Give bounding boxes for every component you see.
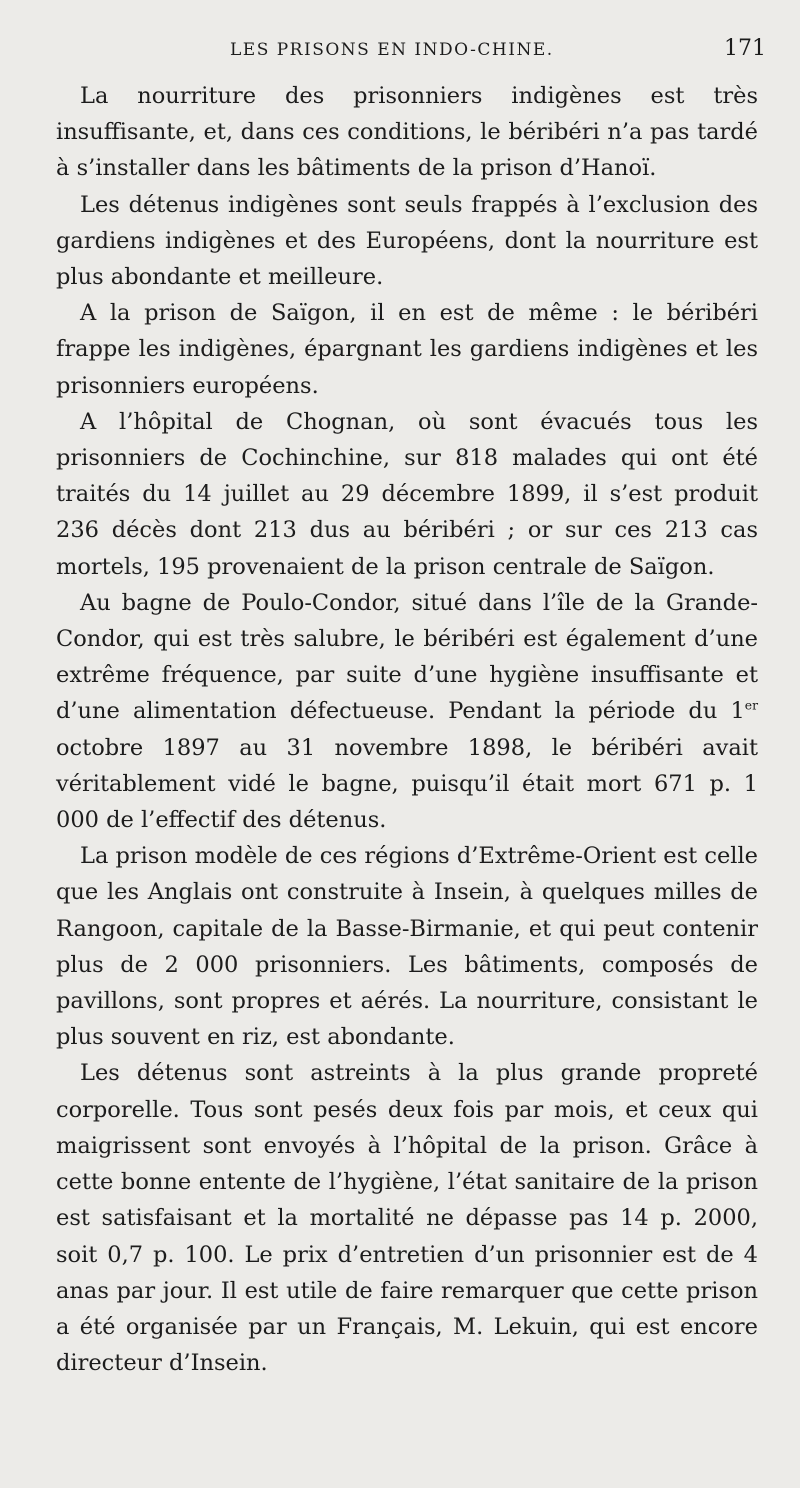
paragraph-poulo-condor-part-1: Au bagne de Poulo-Condor, situé dans l’île de la Grande-Condor, qui est très salubre, le béribéri est également d’une extrême fréquence, par suite d’une hygiène insuffisante et d’une alimentation défectueuse. Pendant la période du 1 xyxy=(56,589,758,725)
ordinal-superscript: er xyxy=(744,698,758,713)
paragraph-hanoi-detainees: Les détenus indigènes sont seuls frappés à l’exclusion des gardiens indigènes et des Européens, dont la nourriture est plus abondante et meilleure. xyxy=(56,191,758,291)
paragraph-poulo-condor-part-2: octobre 1897 au 31 novembre 1898, le béribéri avait véritablement vidé le bagne, puisqu’il était mort 671 p. 1 000 de l’effectif des détenus. xyxy=(56,734,758,834)
paragraph-insein-prison: La prison modèle de ces régions d’Extrême-Orient est celle que les Anglais ont construite à Insein, à quelques milles de Rangoon, capitale de la Basse-Birmanie, et qui peut contenir plus de 2 000 prisonniers. Les bâtiments, composés de pavillons, sont propres et aérés. La nourriture, consistant le plus souvent en riz, est abondante. xyxy=(56,843,758,1051)
page-number: 171 xyxy=(724,36,766,61)
paragraph-insein-hygiene: Les détenus sont astreints à la plus grande propreté corporelle. Tous sont pesés deux fois par mois, et ceux qui maigrissent sont envoyés à l’hôpital de la prison. Grâce à cette bonne entente de l’hygiène, l’état sanitaire de la prison est satisfaisant et la mortalité ne dépasse pas 14 p. 2000, soit 0,7 p. 100. Le prix d’entretien d’un prisonnier est de 4 anas par jour. Il est utile de faire remarquer que cette prison a été organisée par un Français, M. Lekuin, qui est encore directeur d’Insein. xyxy=(56,1060,758,1377)
paragraph-saigon-prison: A la prison de Saïgon, il en est de même : le béribéri frappe les indigènes, épargnant les gardiens indigènes et les prisonniers européens. xyxy=(56,300,758,399)
paragraph-hanoi-food: La nourriture des prisonniers indigènes est très insuffisante, et, dans ces conditions, le béribéri n’a pas tardé à s’installer dans les bâtiments de la prison d’Hanoï. xyxy=(56,83,758,182)
paragraph-poulo-condor xyxy=(56,585,758,838)
body-text xyxy=(56,78,758,1381)
running-head: LES PRISONS EN INDO-CHINE. xyxy=(230,40,554,60)
paragraph-chognan-hospital: A l’hôpital de Chognan, où sont évacués tous les prisonniers de Cochinchine, sur 818 malades qui ont été traités du 14 juillet au 29 décembre 1899, il s’est produit 236 décès dont 213 dus au béribéri ; or sur ces 213 cas mortels, 195 provenaient de la prison centrale de Saïgon. xyxy=(56,408,758,580)
